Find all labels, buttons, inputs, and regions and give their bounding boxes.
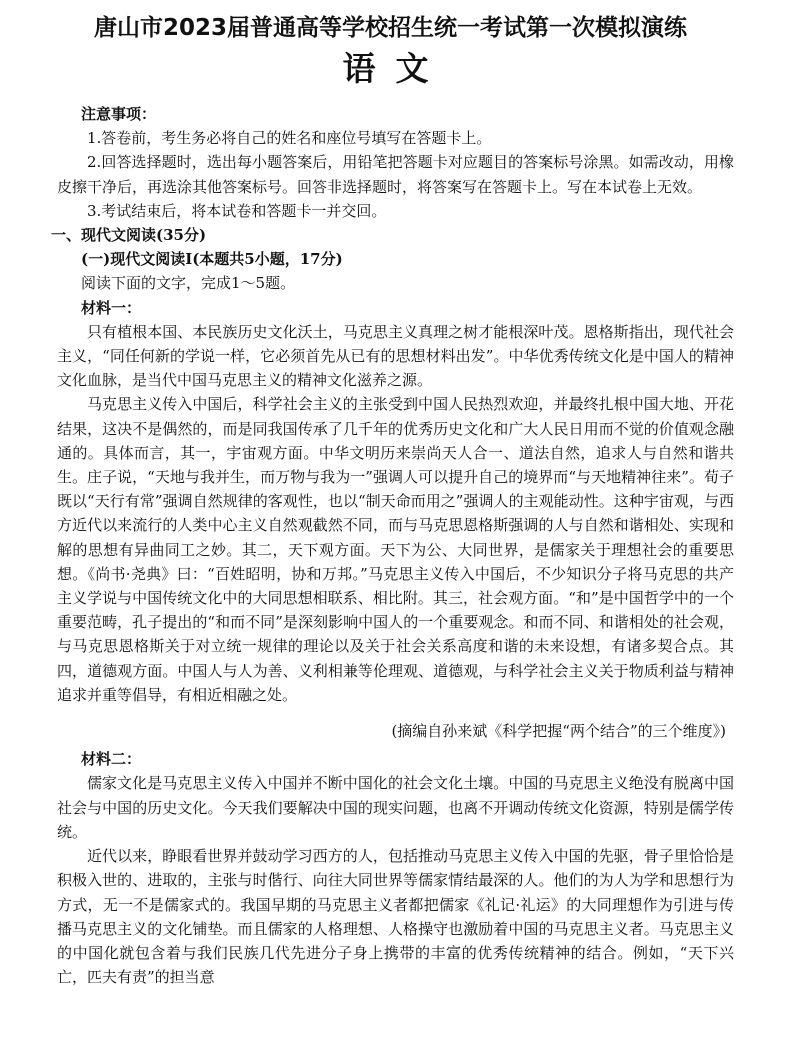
notice-item-3: 3.考试结束后，将本试卷和答题卡一并交回。: [87, 201, 387, 220]
material2-paragraph-1: 儒家文化是马克思主义传入中国并不断中国化的社会文化土壤。中国的马克思主义绝没有脱离中国社会与中国的历史文化。今天我们要解决中国的现实问题，也离不开调动传统文化资源，特别是儒学传统。: [57, 774, 734, 841]
notice-item-2: 2.回答选择题时，选出每小题答案后，用铅笔把答题卡对应题目的答案标号涂黑。如需改动，用橡皮擦干净后，再选涂其他答案标号。回答非选择题时，将答案写在答题卡上。写在本试卷上无效。: [57, 153, 734, 196]
subject-title: 语文: [342, 49, 449, 88]
notice-heading: 注意事项：: [81, 105, 157, 123]
material1-label: 材料一：: [81, 298, 142, 317]
material2-label: 材料二：: [81, 750, 142, 769]
material1-paragraph-1: 只有植根本国、本民族历史文化沃土，马克思主义真理之树才能根深叶茂。恩格斯指出，现代社会主义，“同任何新的学说一样，它必须首先从已有的思想材料出发”。中华优秀传统文化是中国人的精神文化血脉，是当代中国马克思主义的精神文化滋养之源。: [57, 322, 734, 390]
section-subheading: (一)现代文阅读Ⅰ(本题共5小题，17分): [81, 250, 343, 269]
reading-instruction: 阅读下面的文字，完成1～5题。: [81, 274, 296, 293]
notice-item-1: 1.答卷前，考生务必将自己的姓名和座位号填写在答题卡上。: [87, 129, 492, 148]
exam-title: 唐山市2023届普通高等学校招生统一考试第一次模拟演练: [93, 15, 687, 41]
material1-source: (摘编自孙来斌《科学把握“两个结合”的三个维度》): [391, 722, 726, 741]
material1-paragraph-2: 马克思主义传入中国后，科学社会主义的主张受到中国人民热烈欢迎，并最终扎根中国大地、开花结果，这决不是偶然的，而是同我国传承了几千年的优秀历史文化和广大人民日用而不觉的价值观念融通的。具体而言，其一，宇宙观方面。中华文明历来崇尚天人合一、道法自然，追求人与自然和谐共生。庄子说，“天地与我并生，而万物与我为一”强调人可以提升自己的境界而“与天地精神往来”。荀子既以“天行有常”强调自然规律的客观性，也以“制天命而用之”强调人的主观能动性。这种宇宙观，与西方近代以来流行的人类中心主义自然观截然不同，而与马克思恩格斯强调的人与自然和谐相处、实现和解的思想有异曲同工之妙。其二，天下观方面。天下为公、大同世界，是儒家关于理想社会的重要思想。《尚书·尧典》曰：“百姓昭明，协和万邦。”马克思主义传入中国后，不少知识分子将马克思的共产主义学说与中国传统文化中的大同思想相联系、相比附。其三，社会观方面。“和”是中国哲学中的一个重要范畴，孔子提出的“和而不同”是深刻影响中国人的一个重要观念。和而不同、和谐相处的社会观，与马克思恩格斯关于对立统一规律的理论以及关于社会关系高度和谐的未来设想，有诸多契合点。其四，道德观方面。中国人与人为善、义利相兼等伦理观、道德观，与科学社会主义关于物质利益与精神追求并重等倡导，有相近相融之处。: [57, 395, 734, 704]
material2-paragraph-2: 近代以来，睁眼看世界并鼓动学习西方的人，包括推动马克思主义传入中国的先驱，骨子里恰恰是积极入世的、进取的，主张与时偕行、向往大同世界等儒家情结最深的人。他们的为人为学和思想行为方式，无一不是儒家式的。我国早期的马克思主义者都把儒家《礼记·礼运》的大同理想作为引进与传播马克思主义的文化铺垫。而且儒家的人格理想、人格操守也激励着中国的马克思主义者。马克思主义的中国化就包含着与我们民族几代先进分子身上携带的丰富的优秀传统精神的结合。例如，“天下兴亡，匹夫有责”的担当意: [57, 847, 734, 987]
section-heading: 一、现代文阅读(35分): [51, 226, 207, 245]
